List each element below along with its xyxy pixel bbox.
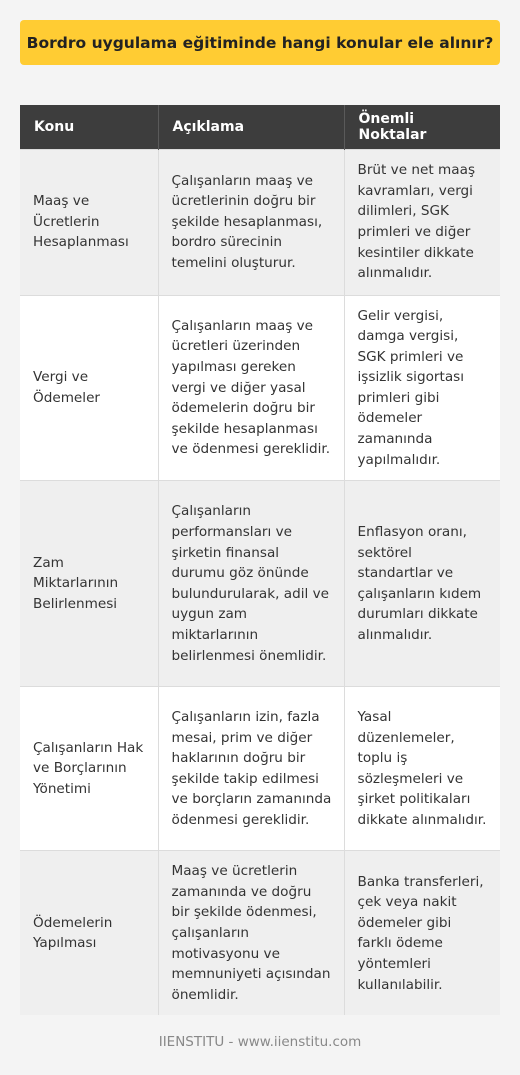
cell-aciklama: Çalışanların performansları ve şirketin finansal durumu göz önünde bulundurularak, adil ve uygun zam miktarlarının belirlenmesi önemlidir. — [158, 481, 344, 687]
topics-table — [20, 105, 500, 1015]
table-header-row — [20, 105, 500, 149]
cell-aciklama: Çalışanların maaş ve ücretleri üzerinden yapılması gereken vergi ve diğer yasal ödemelerin doğru bir şekilde hesaplanması ve ödenmesi gereklidir. — [158, 295, 344, 481]
column-header-onemli-noktalar: Önemli Noktalar — [344, 105, 500, 149]
table-row — [20, 295, 500, 481]
cell-aciklama: Çalışanların izin, fazla mesai, prim ve diğer haklarının doğru bir şekilde takip edilmesi ve borçların zamanında ödenmesi gereklidir. — [158, 687, 344, 851]
column-header-konu: Konu — [20, 105, 158, 149]
cell-aciklama: Maaş ve ücretlerin zamanında ve doğru bir şekilde ödenmesi, çalışanların motivasyonu ve memnuniyeti açısından önemlidir. — [158, 851, 344, 1016]
cell-aciklama: Çalışanların maaş ve ücretlerinin doğru bir şekilde hesaplanması, bordro sürecinin temelini oluşturur. — [158, 149, 344, 295]
cell-konu: Zam Miktarlarının Belirlenmesi — [20, 481, 158, 687]
cell-noktalar: Enflasyon oranı, sektörel standartlar ve çalışanların kıdem durumları dikkate alınmalıdır. — [344, 481, 500, 687]
table-row — [20, 481, 500, 687]
column-header-aciklama: Açıklama — [158, 105, 344, 149]
page-title: Bordro uygulama eğitiminde hangi konular ele alınır? — [20, 20, 500, 65]
table-row — [20, 851, 500, 1016]
cell-noktalar: Yasal düzenlemeler, toplu iş sözleşmeleri ve şirket politikaları dikkate alınmalıdır. — [344, 687, 500, 851]
table-row — [20, 149, 500, 295]
footer-credit: IIENSTITU - www.iienstitu.com — [158, 1034, 362, 1050]
cell-noktalar: Brüt ve net maaş kavramları, vergi dilimleri, SGK primleri ve diğer kesintiler dikkate alınmalıdır. — [344, 149, 500, 295]
cell-konu: Vergi ve Ödemeler — [20, 295, 158, 481]
cell-konu: Maaş ve Ücretlerin Hesaplanması — [20, 149, 158, 295]
cell-noktalar: Banka transferleri, çek veya nakit ödemeler gibi farklı ödeme yöntemleri kullanılabilir. — [344, 851, 500, 1016]
cell-konu: Ödemelerin Yapılması — [20, 851, 158, 1016]
cell-konu: Çalışanların Hak ve Borçlarının Yönetimi — [20, 687, 158, 851]
cell-noktalar: Gelir vergisi, damga vergisi, SGK primleri ve işsizlik sigortası primleri gibi ödemeler zamanında yapılmalıdır. — [344, 295, 500, 481]
table-row — [20, 687, 500, 851]
